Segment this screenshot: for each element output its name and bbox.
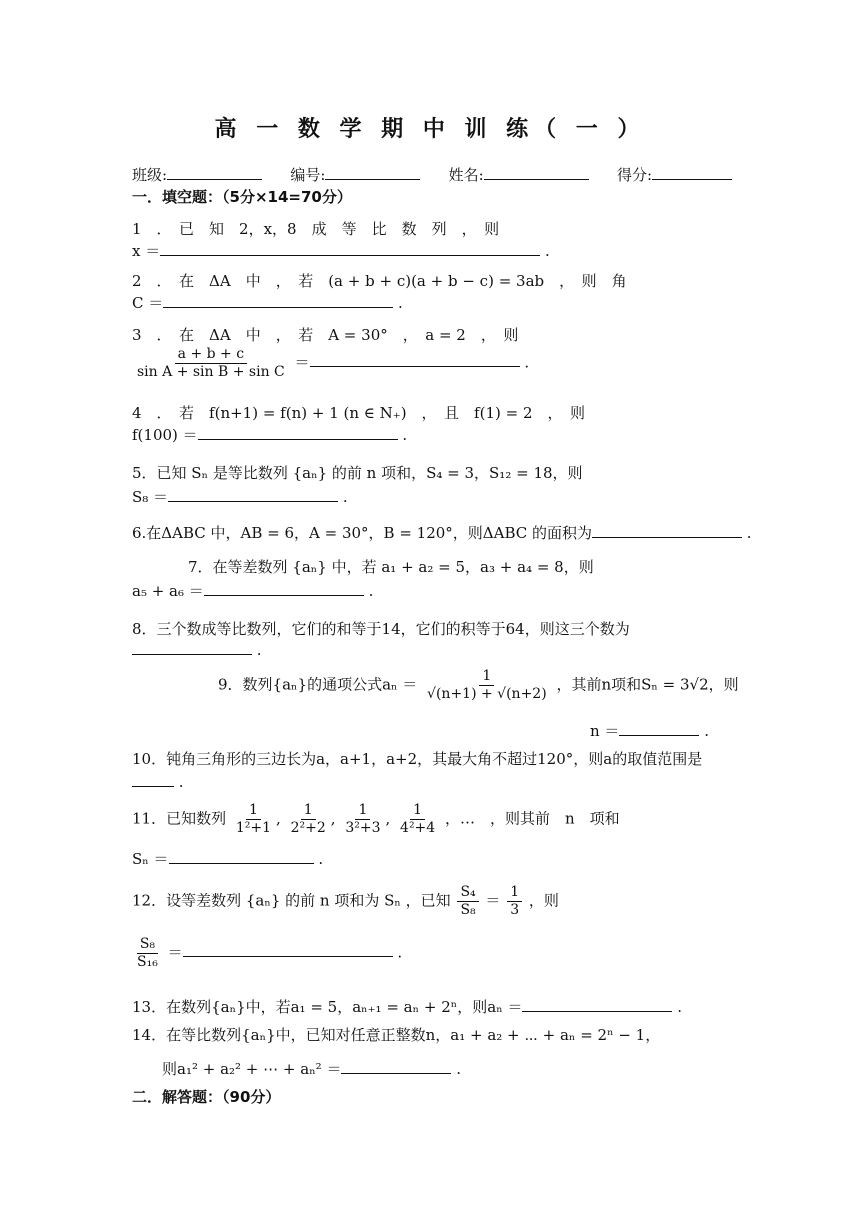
- question-11-term-1: $\frac{1}{\text{1²+1}}$: [235, 802, 272, 836]
- score-field: 得分:: [617, 164, 732, 185]
- question-1-line-2: x ＝ .: [132, 242, 550, 260]
- question-11-term-4: $\frac{1}{\text{4²+4}}$: [400, 802, 436, 836]
- question-13-line: 13．在数列{aₙ}中，若a₁ = 5，aₙ₊₁ = aₙ + 2ⁿ，则aₙ ＝ .: [132, 998, 682, 1016]
- question-10-line-1: 10．钝角三角形的三边长为a，a+1，a+2，其最大角不超过120°，则a的取值范围是: [132, 750, 703, 768]
- question-14-line-1: 14．在等比数列{aₙ}中，已知对任意正整数n，a₁ + a₂ + ⋯ + aₙ = 2ⁿ − 1，: [132, 1026, 661, 1044]
- question-7-line-2: a₅ + a₆ ＝ .: [132, 582, 374, 600]
- question-12-line-2: $\frac{\text{S₈}}{\text{S₁₆}}$ ＝ .: [132, 936, 732, 971]
- question-12-ratio-given: $\frac{\text{S₄}}{\text{S₈}}$: [457, 884, 478, 919]
- question-10-line-2: .: [132, 772, 732, 791]
- question-2-line-1: 2 ． 在 ΔA 中 ， 若 (a + b + c)(a + b − c) = 3ab ， 则 角: [132, 272, 627, 290]
- section-solve: 二．解答题：（90分）: [132, 1088, 281, 1106]
- question-12-one-third: $\frac{1}{3}$: [507, 884, 522, 919]
- page-title: 高 一 数 学 期 中 训 练（ 一 ）: [214, 117, 646, 142]
- question-8-line-2: .: [132, 640, 732, 659]
- question-12-ratio-asked: $\frac{\text{S₈}}{\text{S₁₆}}$: [137, 936, 158, 970]
- question-9-line-1: 9．数列{aₙ}的通项公式aₙ ＝ $\frac{1}{√(n+1) + √(n+2)}$ ，其前n项和Sₙ = 3√2，则: [218, 668, 739, 702]
- question-2-line-2: C ＝ .: [132, 294, 403, 312]
- student-info-row: [132, 164, 732, 185]
- section-fill-blank: 一．填空题：（5分×14=70分）: [132, 188, 352, 206]
- question-5-line-1: 5．已知 Sₙ 是等比数列 {aₙ} 的前 n 项和，S₄ = 3，S₁₂ = 18，则: [132, 464, 583, 482]
- question-3-line-2: $\frac{a + b + c}{\text{sin A + sin B + sin C}}$ ＝ .: [132, 346, 732, 381]
- question-9-line-2: n ＝ .: [590, 722, 709, 740]
- question-9-fraction: $\frac{1}{√(n+1) + √(n+2)}$: [427, 668, 547, 702]
- question-11-term-2: $\frac{1}{\text{2²+2}}$: [290, 802, 326, 836]
- question-8-line-1: 8．三个数成等比数列，它们的和等于14，它们的积等于64，则这三个数为: [132, 620, 630, 638]
- question-3-fraction: $\frac{a + b + c}{\text{sin A + sin B + sin C}}$: [137, 346, 285, 380]
- name-field: 姓名:: [449, 164, 589, 185]
- question-12-line-1: 12．设等差数列 {aₙ} 的前 n 项和为 Sₙ ，已知 $\frac{\text{S₄}}{\text{S₈}}$ ＝ $\frac{1}{3}$ ，则: [132, 884, 559, 918]
- number-field: 编号:: [290, 164, 420, 185]
- question-11-line-1: 11．已知数列 $\frac{1}{\text{1²+1}}$ , $\frac{1}{\text{2²+2}}$ , $\frac{1}{\text{3²+3}}$ , $\frac{1}{\text{4²+4}}$ ，… ，则其前 n 项和: [132, 802, 620, 836]
- question-4-line-1: 4 ． 若 f(n+1) = f(n) + 1 (n ∈ N₊) ， 且 f(1) = 2 ， 则: [132, 404, 586, 422]
- question-7-line-1: 7．在等差数列 {aₙ} 中，若 a₁ + a₂ = 5，a₃ + a₄ = 8，则: [188, 558, 594, 576]
- question-11-term-3: $\frac{1}{\text{3²+3}}$: [345, 802, 381, 836]
- question-1-line-1: 1 ． 已 知 2，x，8 成 等 比 数 列 ， 则: [132, 220, 500, 238]
- question-6-line: 6.在ΔABC 中，AB = 6，A = 30°，B = 120°，则ΔABC 的面积为 .: [132, 524, 752, 542]
- question-5-line-2: S₈ ＝ .: [132, 488, 348, 506]
- question-3-line-1: 3 ． 在 ΔA 中 ， 若 A = 30° ， a = 2 ， 则: [132, 326, 519, 344]
- question-14-line-2: 则a₁² + a₂² + ⋯ + aₙ² ＝ .: [162, 1060, 462, 1078]
- question-11-line-2: Sₙ ＝ .: [132, 850, 324, 868]
- question-4-line-2: f(100) ＝ .: [132, 426, 408, 444]
- class-field: 班级:: [132, 164, 262, 185]
